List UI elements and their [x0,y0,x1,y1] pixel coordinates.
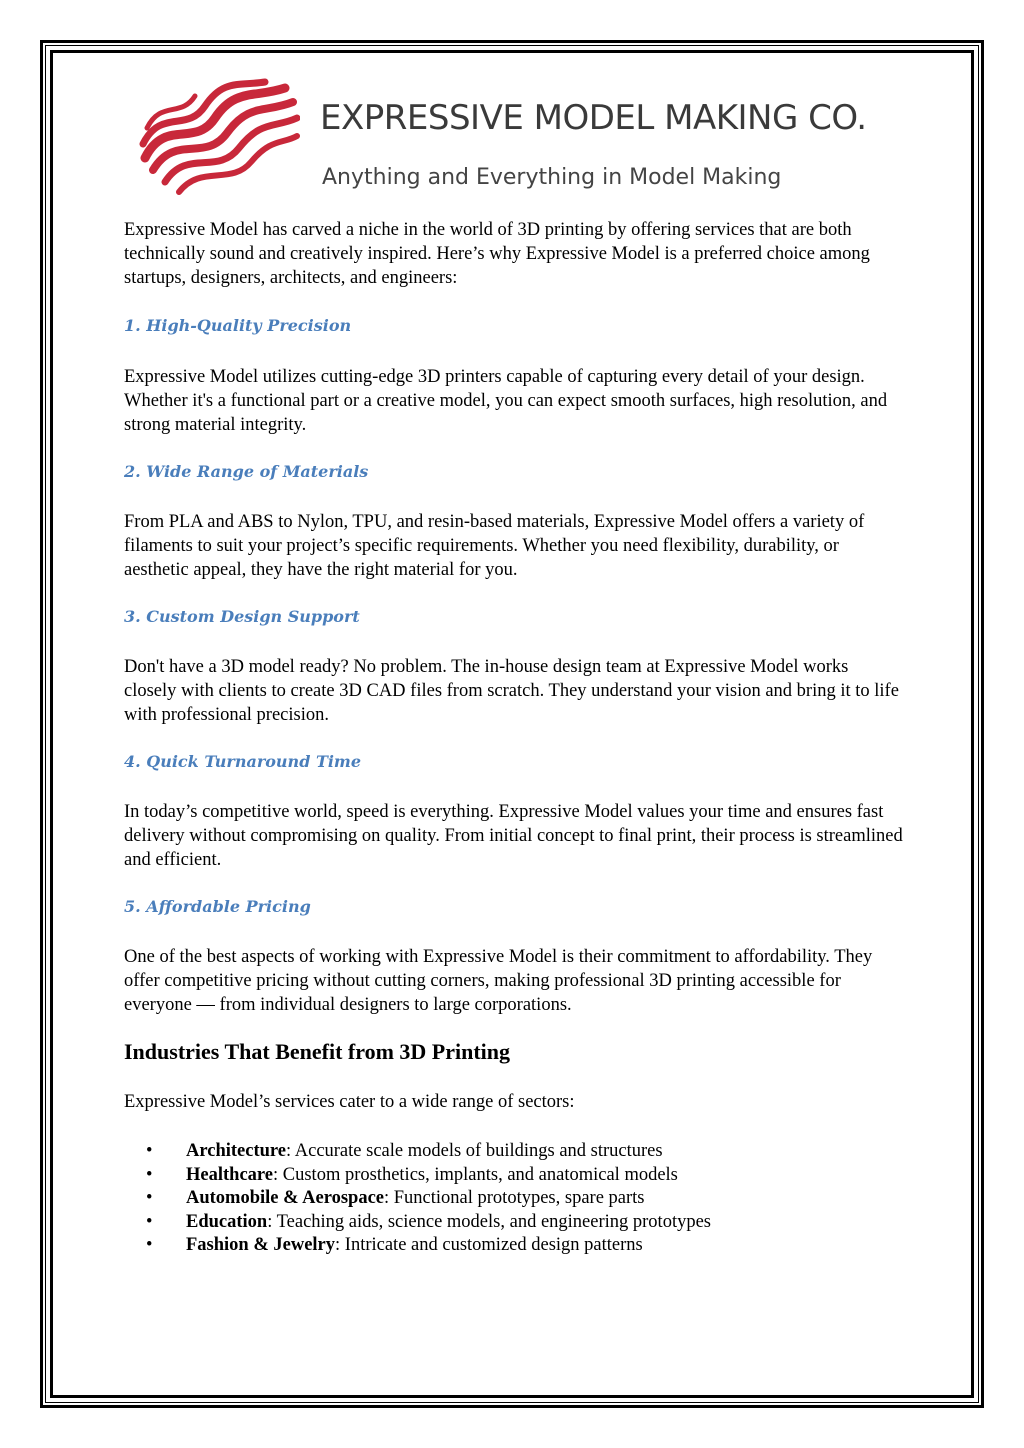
industry-desc: : Custom prosthetics, implants, and anatomical models [273,1164,678,1185]
industry-desc: : Functional prototypes, spare parts [384,1188,645,1208]
industry-term: Healthcare [186,1164,273,1185]
section-text-3: Don't have a 3D model ready? No problem. The in-house design team at Expressive Model works closely with clients to create 3D CAD files from scratch. They understand your vision and bring it to life with professional precision. [124,657,899,725]
red-wave-swirl-logo-icon [135,78,300,198]
section-heading-2: 2. Wide Range of Materials [124,462,369,481]
section-heading-4: 4. Quick Turnaround Time [124,752,362,771]
bullet-icon: • [146,1211,153,1232]
industry-term: Education [186,1211,268,1232]
industry-term: Automobile & Aerospace [186,1188,384,1208]
section-heading-1: 1. High-Quality Precision [124,316,352,335]
section-text-1: Expressive Model utilizes cutting-edge 3D printers capable of capturing every detail of your design. Whether it's a functional part or a creative model, you can expect smooth surfaces, high resolution, and strong material integrity. [124,367,888,435]
brand-tagline: Anything and Everything in Model Making [322,165,782,190]
section-text-5: One of the best aspects of working with Expressive Model is their commitment to affordability. They offer competitive pricing without cutting corners, making professional 3D printing accessible for everyone — from individual designers to large corporations. [124,947,873,1015]
industry-desc: : Accurate scale models of buildings and structures [286,1141,663,1161]
industry-desc: : Teaching aids, science models, and engineering prototypes [267,1211,711,1232]
bullet-icon: • [146,1164,153,1185]
industries-list [124,1139,904,1257]
industries-intro: Expressive Model’s services cater to a wide range of sectors: [124,1092,575,1112]
industry-desc: : Intricate and customized design patterns [335,1235,643,1255]
brand-name: EXPRESSIVE MODEL MAKING CO. [320,98,867,138]
list-item [124,1233,904,1257]
section-heading-5: 5. Affordable Pricing [124,897,311,916]
list-item [124,1186,904,1210]
bullet-icon: • [146,1235,153,1255]
list-item [124,1139,904,1163]
industry-term: Architecture [186,1141,286,1161]
industries-title: Industries That Benefit from 3D Printing [124,1039,511,1064]
industry-term: Fashion & Jewelry [186,1235,336,1255]
section-text-4: In today’s competitive world, speed is everything. Expressive Model values your time and ensures fast delivery without compromising on quality. From initial concept to final print, their process is streamlined and efficient. [124,802,903,870]
section-heading-3: 3. Custom Design Support [124,607,360,626]
list-item [124,1163,904,1187]
bullet-icon: • [146,1188,153,1208]
bullet-icon: • [146,1141,153,1161]
list-item [124,1210,904,1234]
intro-paragraph: Expressive Model has carved a niche in the world of 3D printing by offering services that are both technically sound and creatively inspired. Here’s why Expressive Model is a preferred choice among startups, designers, architects, and engineers: [124,220,870,288]
brand-header [135,78,905,198]
section-text-2: From PLA and ABS to Nylon, TPU, and resin-based materials, Expressive Model offers a variety of filaments to suit your project’s specific requirements. Whether you need flexibility, durability, or aesthetic appeal, they have the right material for you. [124,512,865,580]
